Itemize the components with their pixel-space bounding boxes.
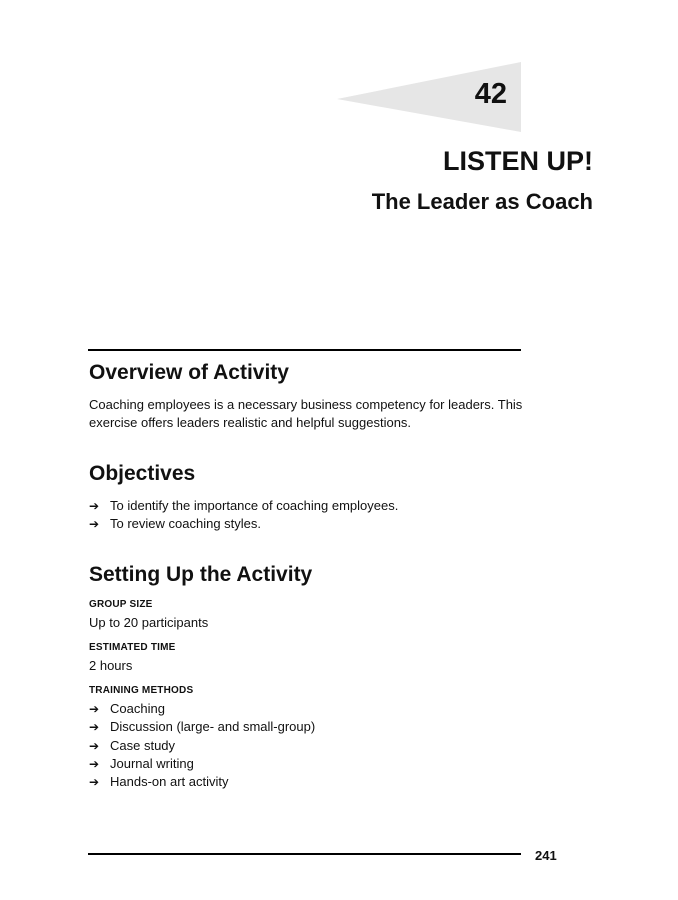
objective-text: To identify the importance of coaching employees.	[110, 498, 399, 513]
overview-section	[89, 362, 529, 432]
objectives-list	[89, 497, 529, 534]
objective-text: To review coaching styles.	[110, 516, 262, 532]
chapter-title: LISTEN UP!	[442, 146, 593, 176]
training-method-text: Discussion (large- and small-group)	[110, 719, 316, 735]
training-method-item	[89, 718, 529, 736]
right-arrow-icon: ➔	[89, 738, 100, 753]
right-arrow-icon: ➔	[89, 756, 100, 771]
objective-item	[89, 515, 529, 533]
training-methods-label: TRAINING METHODS	[89, 685, 194, 696]
setup-heading: Setting Up the Activity	[89, 563, 313, 586]
training-method-item	[89, 737, 529, 755]
top-divider	[88, 349, 521, 351]
estimated-time-value: 2 hours	[89, 658, 133, 673]
training-method-text: Coaching	[110, 701, 165, 716]
chapter-tab	[337, 62, 521, 132]
setup-section	[89, 564, 529, 791]
group-size-value: Up to 20 participants	[89, 615, 209, 630]
training-methods-list	[89, 700, 529, 791]
right-arrow-icon: ➔	[89, 720, 100, 735]
training-method-text: Hands-on art activity	[110, 774, 229, 790]
group-size-label: GROUP SIZE	[89, 599, 153, 610]
training-method-item	[89, 773, 529, 791]
right-arrow-icon: ➔	[89, 517, 100, 532]
bottom-divider	[88, 853, 521, 855]
estimated-time-label: ESTIMATED TIME	[89, 642, 176, 653]
chapter-subtitle: The Leader as Coach	[371, 189, 593, 214]
training-method-item	[89, 700, 529, 718]
training-method-item	[89, 755, 529, 773]
objective-item	[89, 497, 529, 515]
overview-text: Coaching employees is a necessary business competency for leaders. This exercise offers leaders realistic and helpful suggestions.	[89, 397, 523, 430]
training-method-text: Journal writing	[110, 755, 194, 771]
right-arrow-icon: ➔	[89, 499, 100, 513]
overview-heading: Overview of Activity	[89, 361, 289, 384]
page-number: 241	[535, 848, 557, 863]
training-method-text: Case study	[110, 737, 176, 753]
right-arrow-icon: ➔	[89, 775, 100, 790]
objectives-section	[89, 463, 529, 534]
objectives-heading: Objectives	[89, 462, 196, 485]
chapter-number: 42	[474, 78, 507, 110]
right-arrow-icon: ➔	[89, 702, 100, 716]
